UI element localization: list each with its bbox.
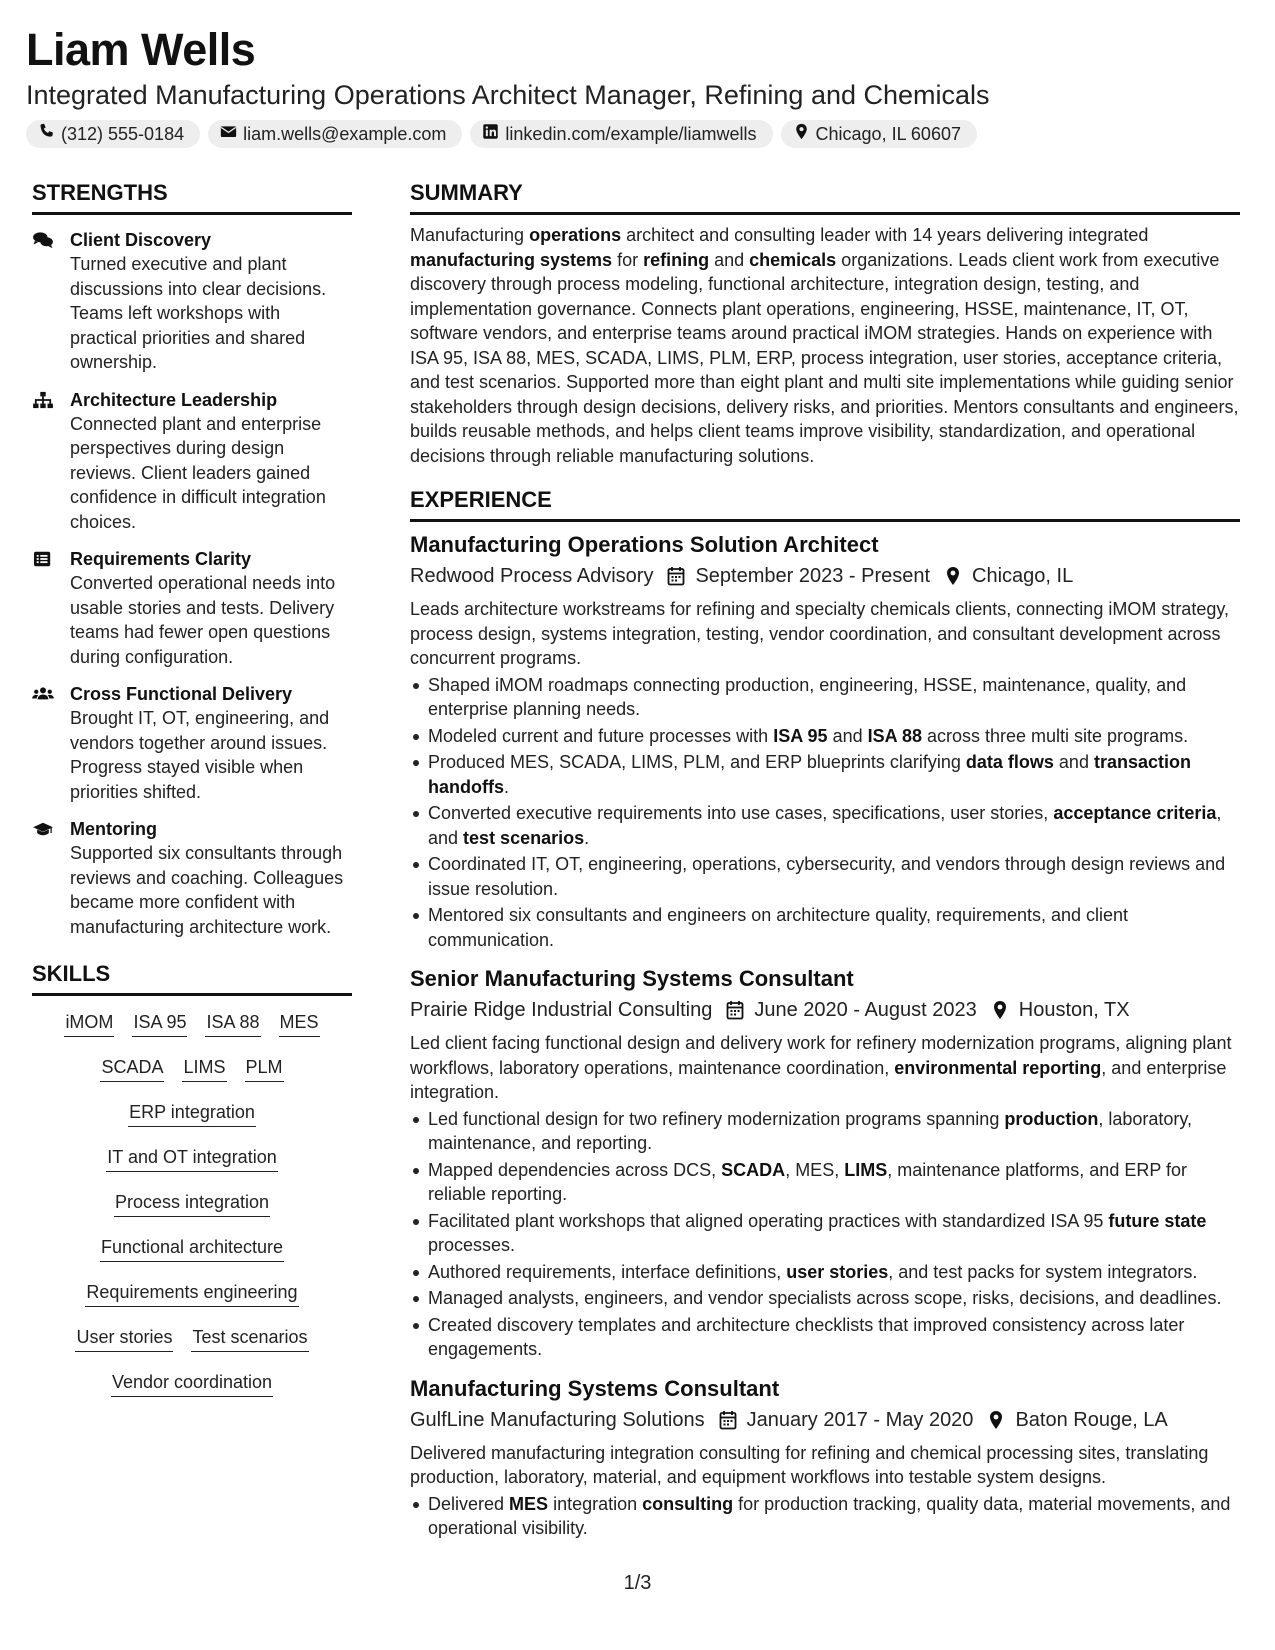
summary-heading: SUMMARY xyxy=(410,180,523,205)
skill-tag: ISA 95 xyxy=(132,1010,187,1037)
candidate-name: Liam Wells xyxy=(26,24,256,75)
job-description xyxy=(410,597,1240,671)
strength-text: Converted operational needs into usable stories and tests. Delivery teams had fewer open questions during configuration. xyxy=(70,573,336,667)
text-segment: architect and consulting leader with 14 years delivering integrated xyxy=(621,225,1149,245)
bold-text: production xyxy=(1004,1108,1099,1129)
skill-row xyxy=(32,1280,352,1325)
company-name: Redwood Process Advisory xyxy=(410,565,654,587)
text-segment: Led functional design for two refinery modernization programs spanning xyxy=(428,1108,1005,1129)
text-segment: , and enterprise integration. xyxy=(410,1057,1227,1102)
skill-row xyxy=(32,1190,352,1235)
job-bullets xyxy=(410,673,1240,953)
skill-tag: MES xyxy=(279,1010,320,1037)
job-meta xyxy=(410,561,1240,591)
experience-section xyxy=(410,485,1240,1541)
text-segment: Manufacturing xyxy=(410,225,530,245)
bullet-item xyxy=(410,1313,1240,1362)
company-name: GulfLine Manufacturing Solutions xyxy=(410,1408,705,1431)
strength-title: Requirements Clarity xyxy=(70,549,252,569)
location-pin-icon xyxy=(985,1409,1007,1431)
skill-row xyxy=(32,1145,352,1190)
text-segment: and xyxy=(1053,752,1094,772)
bold-text: manufacturing systems xyxy=(410,249,613,270)
text-segment: Shaped iMOM roadmaps connecting production, engineering, HSSE, maintenance, quality, and enterprise planning needs. xyxy=(428,674,1187,719)
skill-tag: IT and OT integration xyxy=(106,1145,277,1172)
location-pin-icon xyxy=(793,123,810,145)
text-segment: , laboratory, maintenance, and reporting. xyxy=(428,1108,1193,1153)
bullet-item xyxy=(410,1107,1240,1156)
bold-text: ISA 95 xyxy=(773,725,828,746)
strengths-section xyxy=(32,178,352,939)
job-meta xyxy=(410,995,1240,1025)
skill-tag: ERP integration xyxy=(128,1100,256,1127)
job-list xyxy=(410,530,1240,1541)
skill-row xyxy=(32,1325,352,1370)
job-bullets xyxy=(410,1492,1240,1541)
bullet-item xyxy=(410,673,1240,722)
skill-tag: iMOM xyxy=(64,1010,114,1037)
job-location: Baton Rouge, LA xyxy=(1015,1408,1168,1431)
skill-row xyxy=(32,1235,352,1280)
text-segment: Created discovery templates and architecture checklists that improved consistency across later engagements. xyxy=(428,1314,1185,1359)
text-segment: Mapped dependencies across DCS, xyxy=(428,1159,722,1180)
bold-text: environmental reporting xyxy=(894,1057,1102,1078)
linkedin-icon xyxy=(482,123,499,145)
location-pin-icon xyxy=(942,565,964,587)
calendar-icon xyxy=(665,565,687,587)
resume-header xyxy=(26,24,1246,148)
location-pin-icon xyxy=(989,999,1011,1021)
job-bullets xyxy=(410,1107,1240,1362)
text-segment: Mentored six consultants and engineers on architecture quality, requirements, and client communication. xyxy=(428,905,1129,950)
text-segment: Modeled current and future processes with xyxy=(428,725,774,746)
strength-title: Mentoring xyxy=(70,819,157,839)
job-entry xyxy=(410,964,1240,1362)
text-segment: , and test packs for system integrators. xyxy=(888,1261,1198,1282)
chat-bubbles-icon xyxy=(32,228,70,375)
bold-text: test scenarios xyxy=(463,827,585,848)
experience-heading: EXPERIENCE xyxy=(410,487,552,512)
job-entry xyxy=(410,530,1240,952)
bullet-item xyxy=(410,1158,1240,1207)
sitemap-icon xyxy=(32,388,70,535)
strength-item xyxy=(32,817,352,939)
bullet-item xyxy=(410,1209,1240,1258)
job-title: Manufacturing Operations Solution Architect xyxy=(410,532,879,557)
skills-heading: SKILLS xyxy=(32,961,111,986)
skill-tag: Functional architecture xyxy=(100,1235,284,1262)
strength-text: Brought IT, OT, engineering, and vendors together around issues. Progress stayed visible when priorities shifted. xyxy=(70,708,330,802)
job-location: Chicago, IL xyxy=(972,565,1074,587)
text-segment: Authored requirements, interface definitions, xyxy=(428,1261,787,1282)
text-segment: Managed analysts, engineers, and vendor specialists across scope, risks, decisions, and deadlines. xyxy=(428,1288,1222,1308)
skills-section xyxy=(32,959,352,1415)
strengths-heading: STRENGTHS xyxy=(32,180,168,205)
job-title: Senior Manufacturing Systems Consultant xyxy=(410,966,854,991)
right-column xyxy=(410,178,1240,1541)
summary-text xyxy=(410,223,1240,468)
text-segment: Facilitated plant workshops that aligned operating practices with standardized ISA 95 xyxy=(428,1210,1109,1231)
skill-tag: SCADA xyxy=(100,1055,164,1082)
list-alt-icon xyxy=(32,547,70,669)
skill-tag: User stories xyxy=(75,1325,173,1352)
job-title: Manufacturing Systems Consultant xyxy=(410,1375,780,1401)
strength-text: Turned executive and plant discussions into clear decisions. Teams left workshops with practical priorities and shared ownership. xyxy=(70,254,327,372)
contact-linkedin[interactable] xyxy=(470,120,772,148)
candidate-title: Integrated Manufacturing Operations Architect Manager, Refining and Chemicals xyxy=(26,80,990,110)
text-segment: Converted executive requirements into use cases, specifications, user stories, xyxy=(428,803,1054,823)
skill-tag: ISA 88 xyxy=(205,1010,260,1037)
text-segment: Produced MES, SCADA, LIMS, PLM, and ERP blueprints clarifying xyxy=(428,752,966,772)
phone-icon xyxy=(38,123,55,145)
skill-tag: Vendor coordination xyxy=(111,1370,273,1397)
skill-row xyxy=(32,1100,352,1145)
bold-text: chemicals xyxy=(749,249,837,270)
contact-location[interactable] xyxy=(781,120,977,148)
text-segment: Coordinated IT, OT, engineering, operations, cybersecurity, and vendors through design reviews and issue resolution. xyxy=(428,854,1226,899)
skill-tag: Test scenarios xyxy=(191,1325,308,1352)
bullet-item xyxy=(410,903,1240,952)
contact-phone[interactable] xyxy=(26,120,200,148)
job-description xyxy=(410,1031,1240,1105)
bold-text: ISA 88 xyxy=(867,725,922,746)
job-dates: June 2020 - August 2023 xyxy=(754,999,977,1021)
skill-tag: Requirements engineering xyxy=(85,1280,298,1307)
bold-text: user stories xyxy=(786,1261,889,1282)
section-divider xyxy=(410,212,1240,215)
bold-text: SCADA xyxy=(721,1159,786,1180)
text-segment: , maintenance platforms, and ERP for reliable reporting. xyxy=(428,1159,1188,1204)
skill-tag: PLM xyxy=(245,1055,284,1082)
skill-row xyxy=(32,1370,352,1415)
strength-text: Supported six consultants through reviews and coaching. Colleagues became more confident with manufacturing architecture work. xyxy=(70,843,344,937)
users-icon xyxy=(32,682,70,804)
text-segment: Leads architecture workstreams for refining and specialty chemicals clients, connecting iMOM strategy, process design, systems integration, testing, vendor coordination, and consultant development across concurrent programs. xyxy=(410,599,1230,668)
job-location: Houston, TX xyxy=(1018,999,1130,1021)
job-dates: January 2017 - May 2020 xyxy=(746,1408,974,1431)
left-column xyxy=(32,178,352,1415)
strength-title: Architecture Leadership xyxy=(70,389,278,410)
bold-text: consulting xyxy=(642,1493,734,1514)
strength-item xyxy=(32,547,352,669)
text-segment: integration xyxy=(548,1493,643,1514)
job-entry xyxy=(410,1374,1240,1541)
bullet-item xyxy=(410,1260,1240,1285)
contact-location-text: Chicago, IL 60607 xyxy=(815,123,961,144)
job-meta xyxy=(410,1405,1240,1435)
bold-text: data flows xyxy=(965,752,1054,772)
text-segment: and xyxy=(827,725,868,746)
bold-text: MES xyxy=(509,1493,549,1514)
job-dates: September 2023 - Present xyxy=(695,565,931,587)
text-segment: , and xyxy=(428,803,1222,848)
text-segment: Delivered manufacturing integration consulting for refining and chemical processing sites, translating production, laboratory, material, and equipment workflows into testable system designs. xyxy=(410,1442,1209,1487)
contact-linkedin-text: linkedin.com/example/liamwells xyxy=(505,123,757,144)
section-divider xyxy=(32,212,352,215)
bold-text: acceptance criteria xyxy=(1053,803,1217,823)
text-segment: Led client facing functional design and delivery work for refinery modernization programs, aligning plant workflows, laboratory operations, maintenance coordination, xyxy=(410,1033,1232,1078)
strength-title: Client Discovery xyxy=(70,230,212,250)
bullet-item xyxy=(410,852,1240,901)
text-segment: for xyxy=(612,249,644,270)
bold-text: transaction handoffs xyxy=(428,752,1191,797)
contact-phone-text: (312) 555-0184 xyxy=(61,123,185,144)
strength-title: Cross Functional Delivery xyxy=(70,684,293,704)
calendar-icon xyxy=(717,1409,739,1431)
strength-item xyxy=(32,228,352,375)
text-segment: and xyxy=(709,249,750,270)
contact-bar xyxy=(26,120,1246,148)
skill-row xyxy=(32,1010,352,1055)
bold-text: future state xyxy=(1108,1210,1207,1231)
bullet-item xyxy=(410,801,1240,850)
text-segment: Delivered xyxy=(428,1493,510,1514)
summary-section xyxy=(410,178,1240,468)
skill-tag: Process integration xyxy=(114,1190,270,1217)
bold-text: operations xyxy=(529,225,622,245)
text-segment: processes. xyxy=(428,1235,516,1255)
company-name: Prairie Ridge Industrial Consulting xyxy=(410,999,713,1021)
calendar-icon xyxy=(724,999,746,1021)
bold-text: refining xyxy=(643,249,710,270)
strength-text: Connected plant and enterprise perspectives during design reviews. Client leaders gained confidence in difficult integration choices. xyxy=(70,413,326,532)
contact-email[interactable] xyxy=(208,120,462,148)
text-segment: . xyxy=(504,776,510,797)
skill-row xyxy=(32,1055,352,1100)
page-number: 1/3 xyxy=(623,1572,652,1594)
strength-item xyxy=(32,682,352,804)
graduation-cap-icon xyxy=(32,817,70,939)
text-segment: organizations. Leads client work from executive discovery through process modeling, functional architecture, integration design, testing, and implementation governance. Connects plant operations, engineering, HSSE, maintenance, IT, OT, software vendors, and enterprise teams around practical iMOM strategies. Hands on experience with ISA 95, ISA 88, MES, SCADA, LIMS, PLM, ERP, process integration, user stories, acceptance criteria, and test scenarios. Supported more than eight plant and multi site implementations while guiding senior stakeholders through design decisions, delivery risks, and priorities. Mentors consultants and engineers, builds reusable methods, and helps client teams improve visibility, standardization, and operational decisions through reliable manufacturing solutions. xyxy=(410,249,1239,466)
bullet-item xyxy=(410,750,1240,799)
contact-email-text: liam.wells@example.com xyxy=(243,123,447,144)
job-description xyxy=(410,1441,1240,1490)
email-icon xyxy=(220,123,237,145)
text-segment: across three multi site programs. xyxy=(921,725,1189,746)
section-divider xyxy=(410,519,1240,522)
bullet-item xyxy=(410,724,1240,749)
text-segment: . xyxy=(584,827,590,848)
text-segment: , MES, xyxy=(785,1159,845,1180)
skills-list xyxy=(32,996,352,1415)
strength-item xyxy=(32,388,352,535)
skill-tag: LIMS xyxy=(182,1055,226,1082)
bold-text: LIMS xyxy=(844,1159,888,1180)
text-segment: for production tracking, quality data, material movements, and operational visibility. xyxy=(428,1493,1231,1538)
bullet-item xyxy=(410,1286,1240,1311)
bullet-item xyxy=(410,1492,1240,1541)
